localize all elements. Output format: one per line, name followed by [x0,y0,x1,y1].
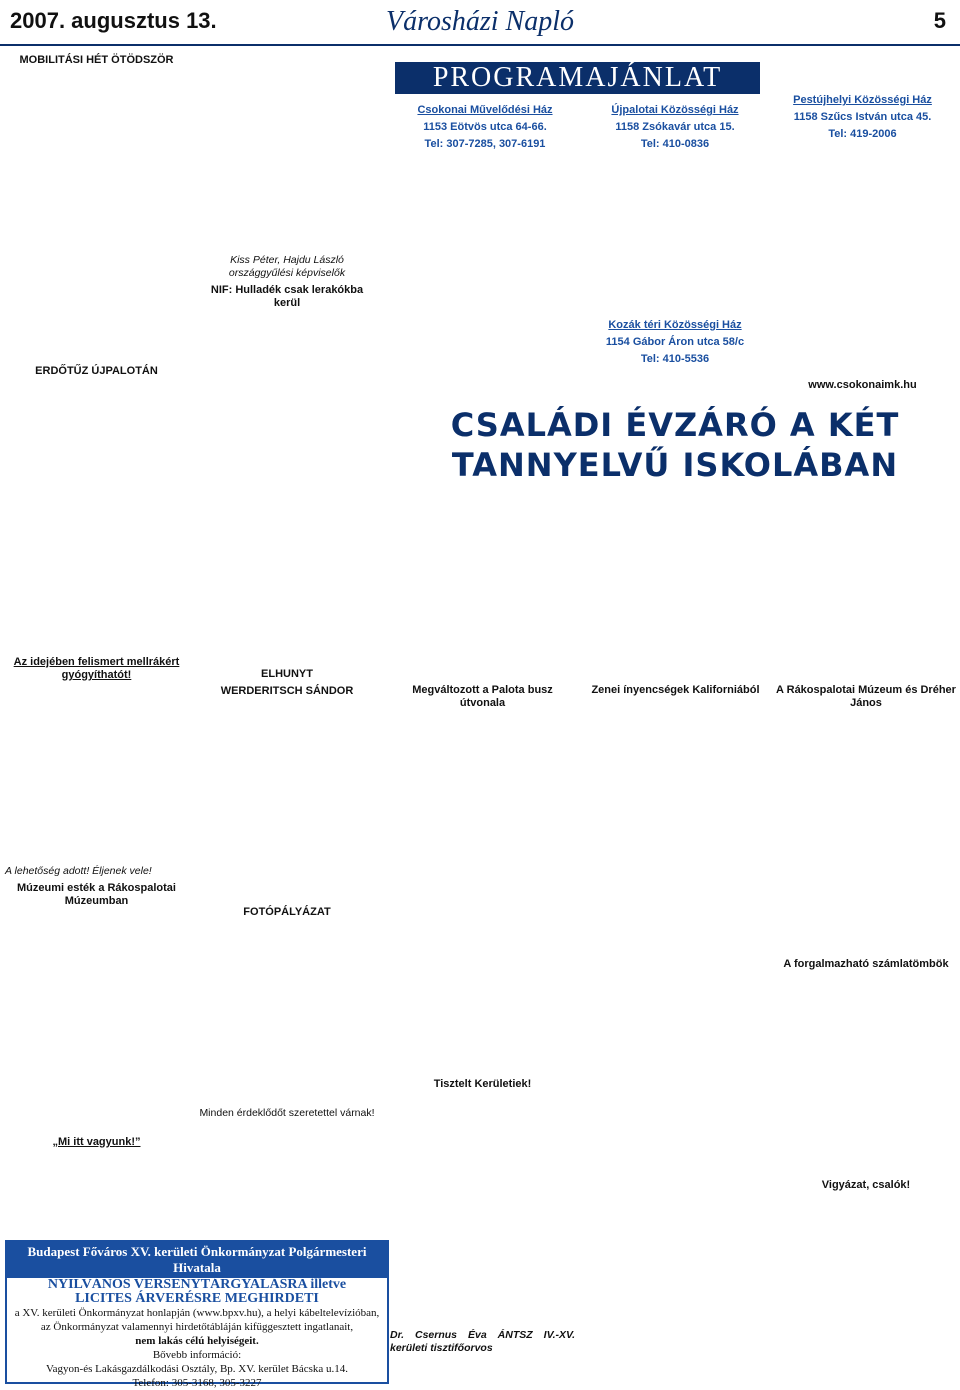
article-title: Vigyázat, csalók! [821,1179,911,1191]
venue-address: 1153 Eötvös utca 64-66. [423,121,547,133]
article-body [390,1095,575,1325]
article-title: A Rákospalotai Múzeum és Dréher János [776,684,956,709]
page-number: 5 [933,8,946,33]
article-body [390,714,575,1074]
notice-line: NYILVÁNOS VERSENYTÁRGYALÁSRA illetve [47,1277,347,1292]
venue-phone: Tel: 410-0836 [640,138,710,150]
lower-col-3 [776,680,956,1380]
page-header [0,0,960,46]
article-body [5,686,188,861]
venue-phone: Tel: 410-5536 [640,353,710,365]
notice-line: Telefon: 305-3168, 305-3227 [132,1377,262,1389]
article-title: Tisztelt Kerületiek! [433,1078,532,1090]
venue-address: 1158 Szűcs István utca 45. [793,111,932,123]
article-title: NIF: Hulladék csak lerakókba kerül [210,284,364,309]
signature: Dr. Csernus Éva ÁNTSZ IV.-XV. kerületi tisztifőorvos [390,1329,575,1354]
obituary-name: WERDERITSCH SÁNDOR [220,685,354,697]
program-banner: PROGRAMAJÁNLAT [395,62,760,94]
program-col-2 [585,100,765,400]
lower-col-1 [390,680,575,1380]
venue-phone: Tel: 307-7285, 307-6191 [424,138,546,150]
program-col-3 [770,50,955,400]
article-title: Az idejében felismert mellrákért gyógyíthatót! [13,656,180,681]
venue-name: Pestújhelyi Közösségi Ház [793,94,932,106]
article-title: Zenei ínyencségek Kaliforniából [591,684,760,696]
lower-col-2 [583,680,768,1380]
article-body [197,314,377,664]
notice-line: LICITES ÁRVERÉSRE MEGHIRDETI [75,1291,319,1306]
venue-phone: Tel: 419-2006 [828,128,897,140]
notice-line: az Önkormányzat valamennyi hirdetőtábláján kifüggesztett ingatlanait, [40,1321,354,1333]
article-title: MOBILITÁSI HÉT ÖTÖDSZÖR [19,54,174,66]
notice-line: nem lakás célú helyiségeit. [135,1335,259,1347]
article-title: A forgalmazható számlatömbök [783,958,949,970]
signature: Kiss Péter, Hajdu László országgyűlési képviselők [228,254,346,279]
notice-line: Vagyon-és Lakásgazdálkodási Osztály, Bp. XV. kerület Bácska u.14. [45,1363,349,1375]
venue-address: 1154 Gábor Áron utca 58/c [605,336,745,348]
website-link[interactable]: www.csokonaimk.hu [808,379,917,391]
footer-note: Minden érdeklődőt szeretettel várnak! [199,1107,375,1119]
venue-name: Újpalotai Közösségi Ház [611,104,739,116]
column-1 [5,50,188,1235]
article-body [197,923,377,1103]
article-body [5,912,188,1132]
notice-header: Budapest Főváros XV. kerületi Önkormányzat Polgármesteri Hivatala [7,1242,387,1278]
venue-name: Csokonai Művelődési Ház [417,104,553,116]
notice-line: a XV. kerületi Önkormányzat honlapján (www.bpxv.hu), a helyi kábeltelevízióban, [14,1307,380,1319]
article-body [5,71,188,361]
article-title: „Mi itt vagyunk!” [52,1136,141,1148]
article-body [197,50,377,250]
program-col-1 [390,100,580,400]
column-2 [197,50,377,1235]
article-headline-banner: CSALÁDI ÉVZÁRÓ A KÉT TANNYELVŰ ISKOLÁBAN [450,406,900,484]
venue-address: 1158 Zsókavár utca 15. [615,121,735,133]
publication-title: Városházi Napló [386,6,574,37]
article-title: FOTÓPÁLYÁZAT [243,906,331,918]
article-title: ERDŐTŰZ ÚJPALOTÁN [35,365,158,377]
article-title: Megváltozott a Palota busz útvonala [412,684,553,709]
notice-line: Bővebb információ: [152,1349,242,1361]
auction-notice-box [5,1240,389,1389]
venue-name: Kozák téri Közösségi Ház [608,319,742,331]
obituary-label: ELHUNYT [261,668,313,680]
issue-date: 2007. augusztus 13. [10,8,217,33]
article-body [5,382,188,652]
article-body [197,702,377,902]
article-title: Múzeumi esték a Rákospalotai Múzeumban [17,882,176,907]
article-body [776,714,956,954]
signoff: A lehetőség adott! Éljenek vele! [5,865,152,877]
article-body [776,975,956,1175]
